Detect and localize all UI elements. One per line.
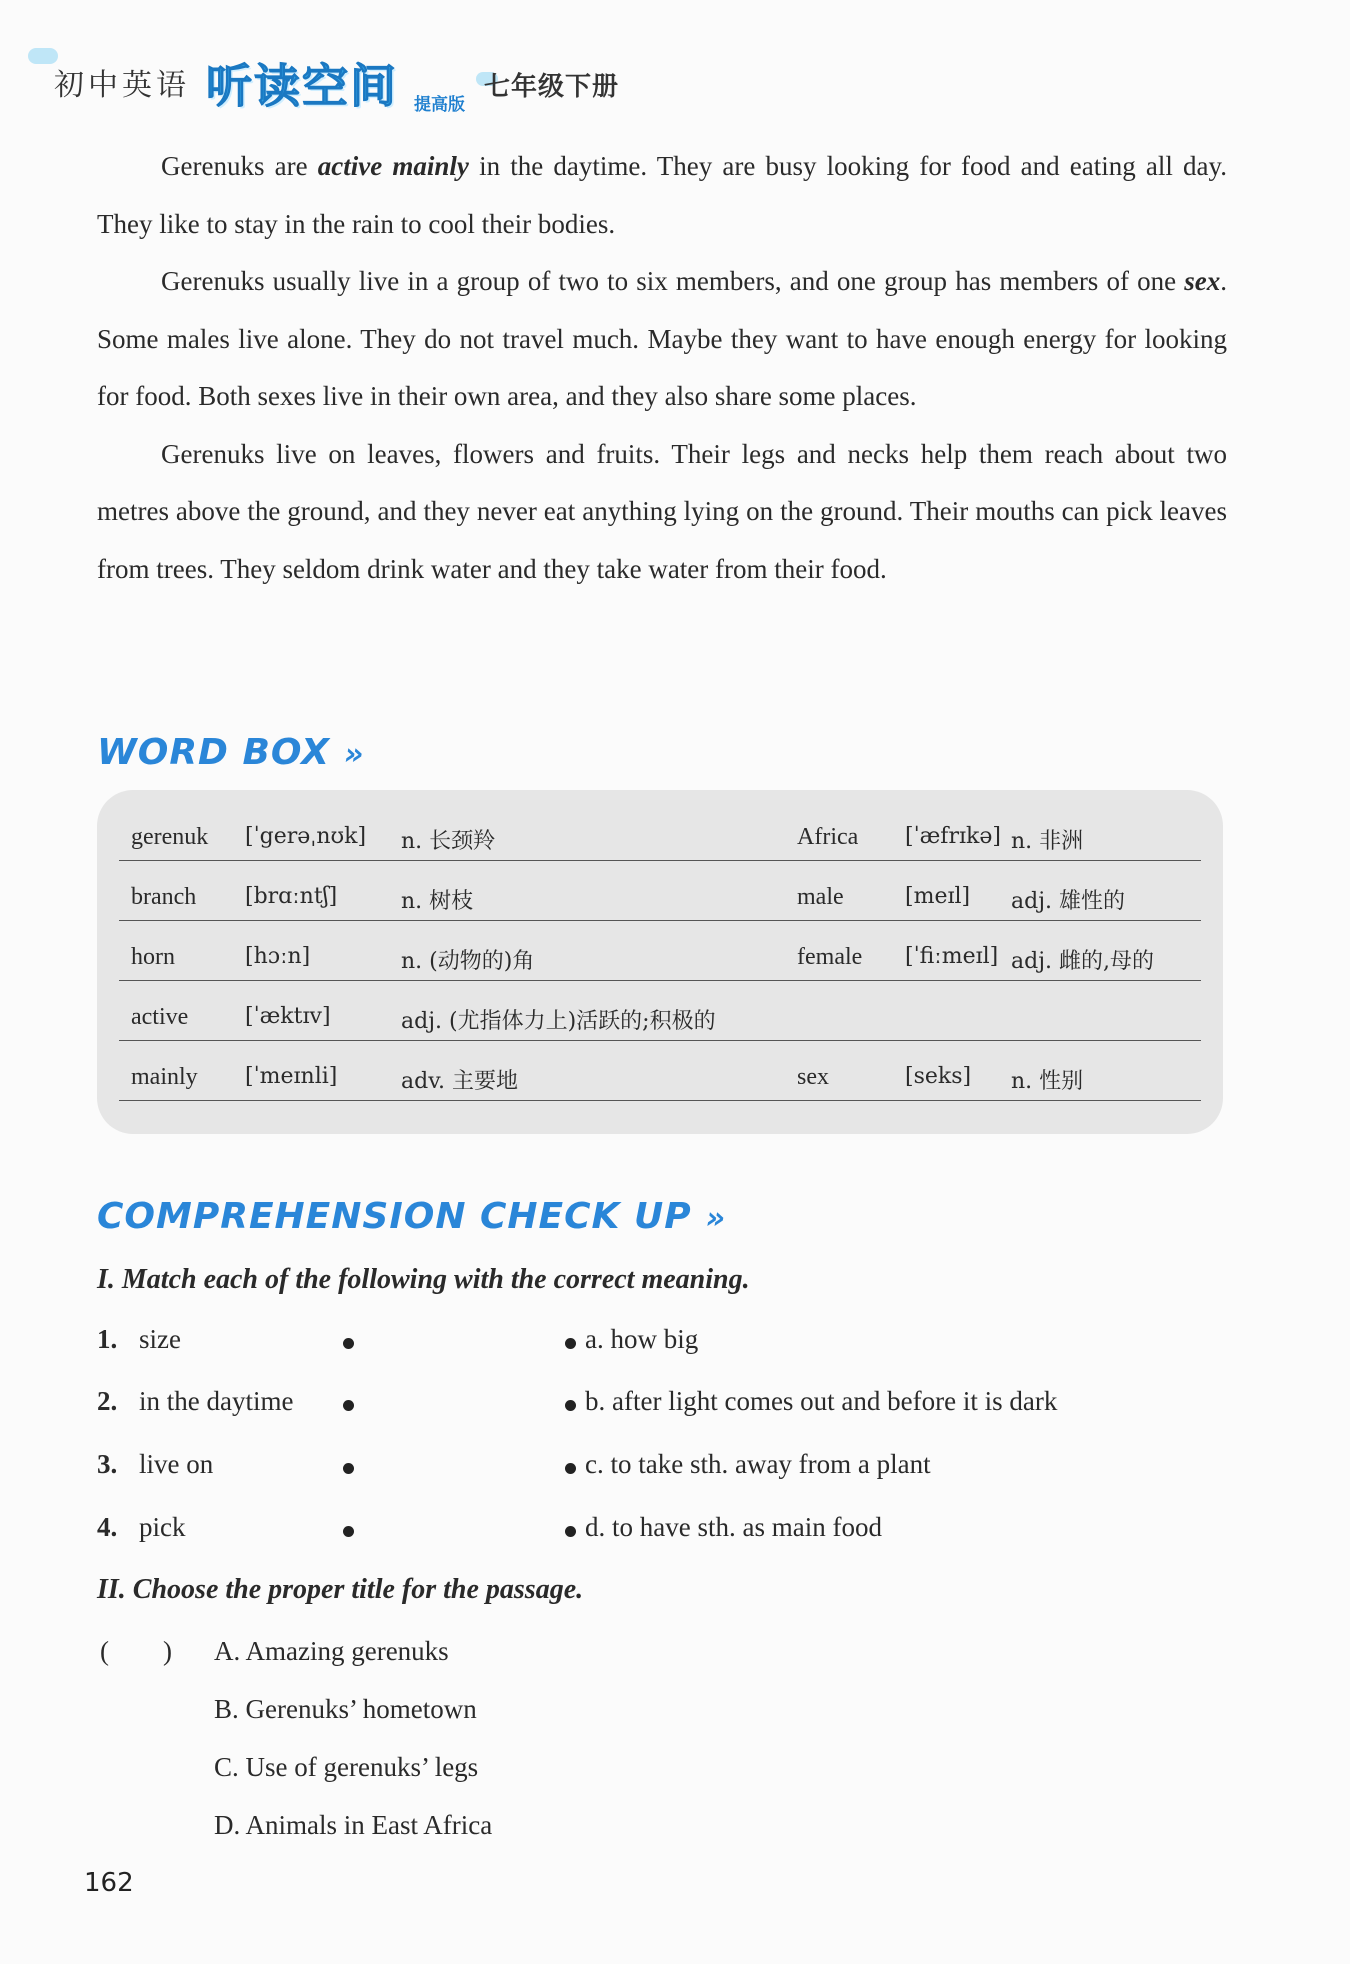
vocab-meaning: n. 长颈羚 [401, 829, 496, 854]
vocab-word: horn [131, 944, 175, 970]
double-chevron-icon: » [343, 737, 365, 772]
option-b: B. Gerenuks’ hometown [214, 1694, 477, 1724]
vocab-phonetic: [brɑːntʃ] [245, 884, 338, 909]
vocab-word: female [797, 944, 863, 970]
item-number: 3. [97, 1449, 118, 1479]
reading-passage [97, 138, 1227, 598]
vocab-meaning: adj. (尤指体力上)活跃的;积极的 [401, 1009, 716, 1034]
item-number: 1. [97, 1324, 118, 1354]
word-row [119, 802, 1201, 861]
keyword-mainly: mainly [392, 151, 469, 181]
vocab-phonetic: [seks] [905, 1064, 972, 1089]
match-definition: d. to have sth. as main food [585, 1512, 882, 1542]
vocab-meaning: adj. 雄性的 [1011, 889, 1126, 914]
vocab-word: male [797, 884, 844, 910]
word-box [97, 790, 1223, 1134]
match-item [97, 1449, 1197, 1499]
book-logo: 听读空间 [206, 59, 398, 113]
paragraph-1 [97, 138, 1227, 253]
left-match-dot[interactable] [343, 1400, 354, 1411]
vocab-word: Africa [797, 824, 859, 850]
text: . Some males live alone. They do not travel much. Maybe they want to have enough energy for looking for food. Both sexes live in their own area, and they also share some places. [97, 266, 1227, 411]
text: Gerenuks usually live in a group of two to six members, and one group has members of one [161, 266, 1185, 296]
right-match-dot[interactable] [565, 1526, 576, 1537]
keyword-sex: sex [1184, 266, 1221, 296]
vocab-meaning: n. (动物的)角 [401, 949, 535, 974]
edition-label: 提高版 [414, 95, 465, 115]
grade-label: 七年级下册 [484, 72, 620, 102]
match-term: in the daytime [139, 1386, 294, 1416]
vocab-meaning: n. 非洲 [1011, 829, 1084, 854]
comprehension-heading: COMPREHENSION CHECK UP [97, 1196, 692, 1237]
item-number: 4. [97, 1512, 118, 1542]
match-term: size [139, 1324, 181, 1354]
series-title: 初中英语 [54, 68, 190, 103]
vocab-meaning: adj. 雌的,母的 [1011, 949, 1155, 974]
vocab-phonetic: [ˈmeɪnli] [245, 1064, 338, 1089]
vocab-word: mainly [131, 1064, 198, 1090]
match-term: pick [139, 1512, 186, 1542]
match-definition: c. to take sth. away from a plant [585, 1449, 931, 1479]
keyword-active: active [317, 151, 383, 181]
right-match-dot[interactable] [565, 1400, 576, 1411]
word-box-title [97, 732, 364, 773]
word-row [119, 922, 1201, 981]
vocab-word: sex [797, 1064, 829, 1090]
match-item [97, 1512, 1197, 1562]
word-row [119, 862, 1201, 921]
part2-heading: II. Choose the proper title for the passage. [97, 1574, 584, 1605]
answer-bracket[interactable]: ( ) [100, 1636, 172, 1666]
vocab-meaning: n. 性别 [1011, 1069, 1084, 1094]
vocab-word: gerenuk [131, 824, 209, 850]
option-d: D. Animals in East Africa [214, 1810, 493, 1840]
comprehension-title [97, 1196, 726, 1237]
vocab-phonetic: [ˈgerəˌnʊk] [245, 824, 367, 849]
item-number: 2. [97, 1386, 118, 1416]
text: in the daytime. They are busy looking for food and eating all day. They like to stay in the rain to cool their bodies. [97, 151, 1228, 239]
match-definition: a. how big [585, 1324, 699, 1354]
paragraph-2 [97, 253, 1227, 426]
word-row [119, 982, 1201, 1041]
option-c: C. Use of gerenuks’ legs [214, 1752, 479, 1782]
paragraph-3: Gerenuks live on leaves, flowers and fruits. Their legs and necks help them reach about two metres above the ground, and they never eat anything lying on the ground. Their mouths can pick leaves from trees. They seldom drink water and they take water from their food. [97, 438, 1227, 584]
right-match-dot[interactable] [565, 1463, 576, 1474]
vocab-meaning: n. 树枝 [401, 889, 474, 914]
page-number: 162 [84, 1868, 134, 1898]
vocab-phonetic: [ˈæfrɪkə] [905, 824, 1001, 849]
part1-heading: I. Match each of the following with the correct meaning. [97, 1264, 750, 1295]
left-match-dot[interactable] [343, 1338, 354, 1349]
text [382, 151, 392, 181]
vocab-word: active [131, 1004, 189, 1030]
left-match-dot[interactable] [343, 1463, 354, 1474]
match-definition: b. after light comes out and before it is dark [585, 1386, 1058, 1416]
vocab-phonetic: [meɪl] [905, 884, 971, 909]
left-match-dot[interactable] [343, 1526, 354, 1537]
vocab-word: branch [131, 884, 197, 910]
vocab-phonetic: [ˈfiːmeɪl] [905, 944, 999, 969]
vocab-phonetic: [hɔːn] [245, 944, 311, 969]
word-row [119, 1042, 1201, 1101]
match-term: live on [139, 1449, 214, 1479]
word-box-heading: WORD BOX [97, 732, 330, 773]
vocab-phonetic: [ˈæktɪv] [245, 1004, 331, 1029]
match-item [97, 1386, 1197, 1436]
option-a: A. Amazing gerenuks [214, 1636, 449, 1666]
vocab-meaning: adv. 主要地 [401, 1069, 519, 1094]
page-header [28, 44, 728, 124]
right-match-dot[interactable] [565, 1338, 576, 1349]
match-item [97, 1324, 1197, 1374]
text: Gerenuks are [161, 151, 318, 181]
double-chevron-icon: » [705, 1201, 727, 1236]
